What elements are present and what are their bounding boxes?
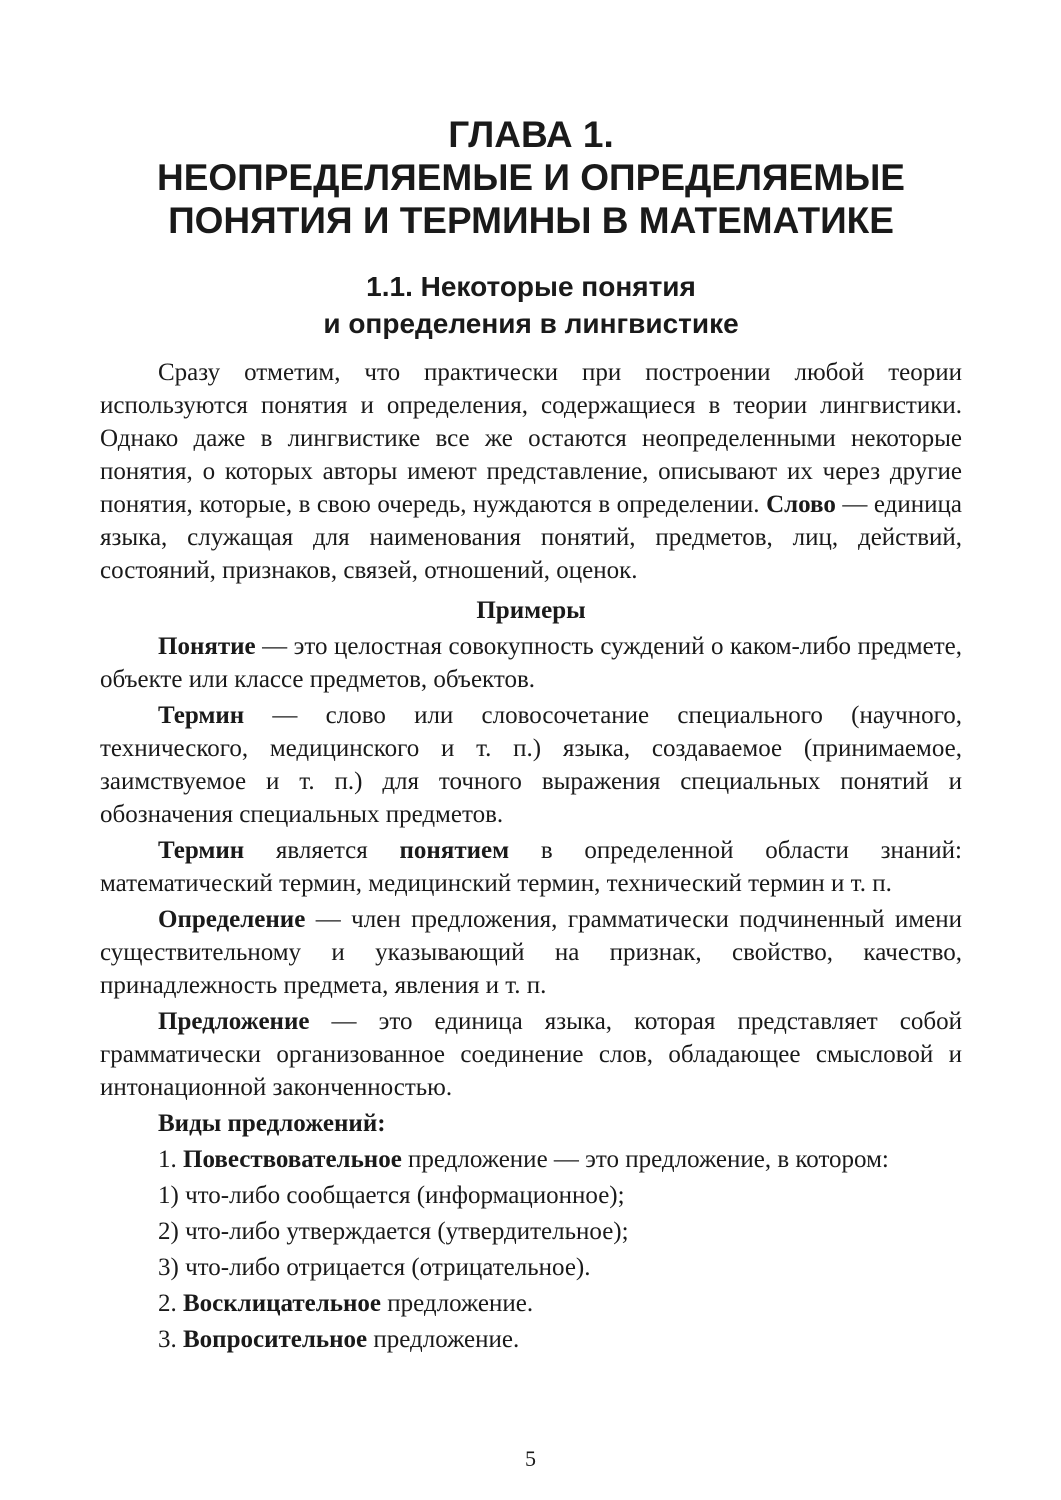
sentence-type-3-text: предложение. xyxy=(367,1326,520,1353)
sentence-type-2-prefix: 2. xyxy=(158,1290,183,1317)
sentence-type-1 xyxy=(100,1143,962,1176)
sentence-types-heading-text: Виды предложений: xyxy=(158,1110,386,1137)
definition-text: — слово или словосочетание специального (научного, технического, медицинского и т. п.) языка, создаваемое (принимаемое, заимствуемое и т. п.) для точного выражения специальных понятий и обозначения специальных предметов. xyxy=(100,702,962,828)
sentence-type-3-term: Вопросительное xyxy=(183,1326,368,1353)
sentence-type-1-text: предложение — это предложение, в котором: xyxy=(401,1146,889,1173)
definition-paragraph-concept xyxy=(100,630,962,696)
definition-term: Определение xyxy=(158,906,306,933)
page-number: 5 xyxy=(525,1446,536,1471)
sentence-type-3-prefix: 3. xyxy=(158,1326,183,1353)
list-item: 2) что-либо утверждается (утвердительное); xyxy=(158,1218,629,1245)
document-page xyxy=(100,105,962,1356)
definition-term: Предложение xyxy=(158,1008,310,1035)
definition-text: — это целостная совокупность суждений о каком-либо предмете, объекте или классе предметов, объектов. xyxy=(100,633,962,693)
sentence-types-heading xyxy=(100,1107,962,1140)
term-concept-text-1: является xyxy=(244,837,400,864)
sentence-type-1-prefix: 1. xyxy=(158,1146,183,1173)
term-concept-text-2: в определенной области знаний: математический термин, медицинский термин, технический термин и т. п. xyxy=(100,837,962,897)
sentence-type-3 xyxy=(100,1323,962,1356)
term-concept-paragraph xyxy=(100,834,962,900)
sentence-type-2 xyxy=(100,1287,962,1320)
intro-text-2: — единица языка, служащая для наименования понятий, предметов, лиц, действий, состояний, признаков, связей, отношений, оценок. xyxy=(100,491,962,584)
definition-paragraph-attribute xyxy=(100,903,962,1002)
term-concept-bold-2: понятием xyxy=(399,837,510,864)
sentence-type-2-text: предложение. xyxy=(381,1290,534,1317)
definition-term: Понятие xyxy=(158,633,256,660)
term-concept-bold-1: Термин xyxy=(158,837,245,864)
chapter-title-line-1: ГЛАВА 1. xyxy=(448,114,614,155)
list-item: 3) что-либо отрицается (отрицательное). xyxy=(158,1254,591,1281)
sentence-type-2-term: Восклицательное xyxy=(183,1290,381,1317)
chapter-title-line-2: НЕОПРЕДЕЛЯЕМЫЕ И ОПРЕДЕЛЯЕМЫЕ xyxy=(156,157,905,198)
definition-paragraph-term xyxy=(100,699,962,831)
intro-term-word: Слово xyxy=(766,491,836,518)
section-title-line-1: 1.1. Некоторые понятия xyxy=(366,271,696,302)
definition-term: Термин xyxy=(158,702,245,729)
chapter-title-line-3: ПОНЯТИЯ И ТЕРМИНЫ В МАТЕМАТИКЕ xyxy=(168,200,894,241)
examples-heading: Примеры xyxy=(476,597,586,624)
intro-paragraph xyxy=(100,356,962,587)
definition-text: — это единица языка, которая представляет собой грамматически организованное соединение слов, обладающее смысловой и интонационной законченностью. xyxy=(100,1008,962,1101)
definition-paragraph-sentence xyxy=(100,1005,962,1104)
list-item: 1) что-либо сообщается (информационное); xyxy=(158,1182,625,1209)
sentence-type-1-term: Повествовательное xyxy=(183,1146,402,1173)
intro-text-1: Сразу отметим, что практически при построении любой теории используются понятия и определения, содержащиеся в теории лингвистики. Однако даже в лингвистике все же остаются неопределенными некоторые понятия, о которых авторы имеют представление, описывают их через другие понятия, которые, в свою очередь, нуждаются в определении. xyxy=(100,359,962,518)
section-title xyxy=(100,268,962,342)
section-title-line-2: и определения в лингвистике xyxy=(323,308,739,339)
chapter-title xyxy=(100,113,962,242)
definition-text: — член предложения, грамматически подчиненный имени существительному и указывающий на признак, свойство, качество, принадлежность предмета, явления и т. п. xyxy=(100,906,962,999)
